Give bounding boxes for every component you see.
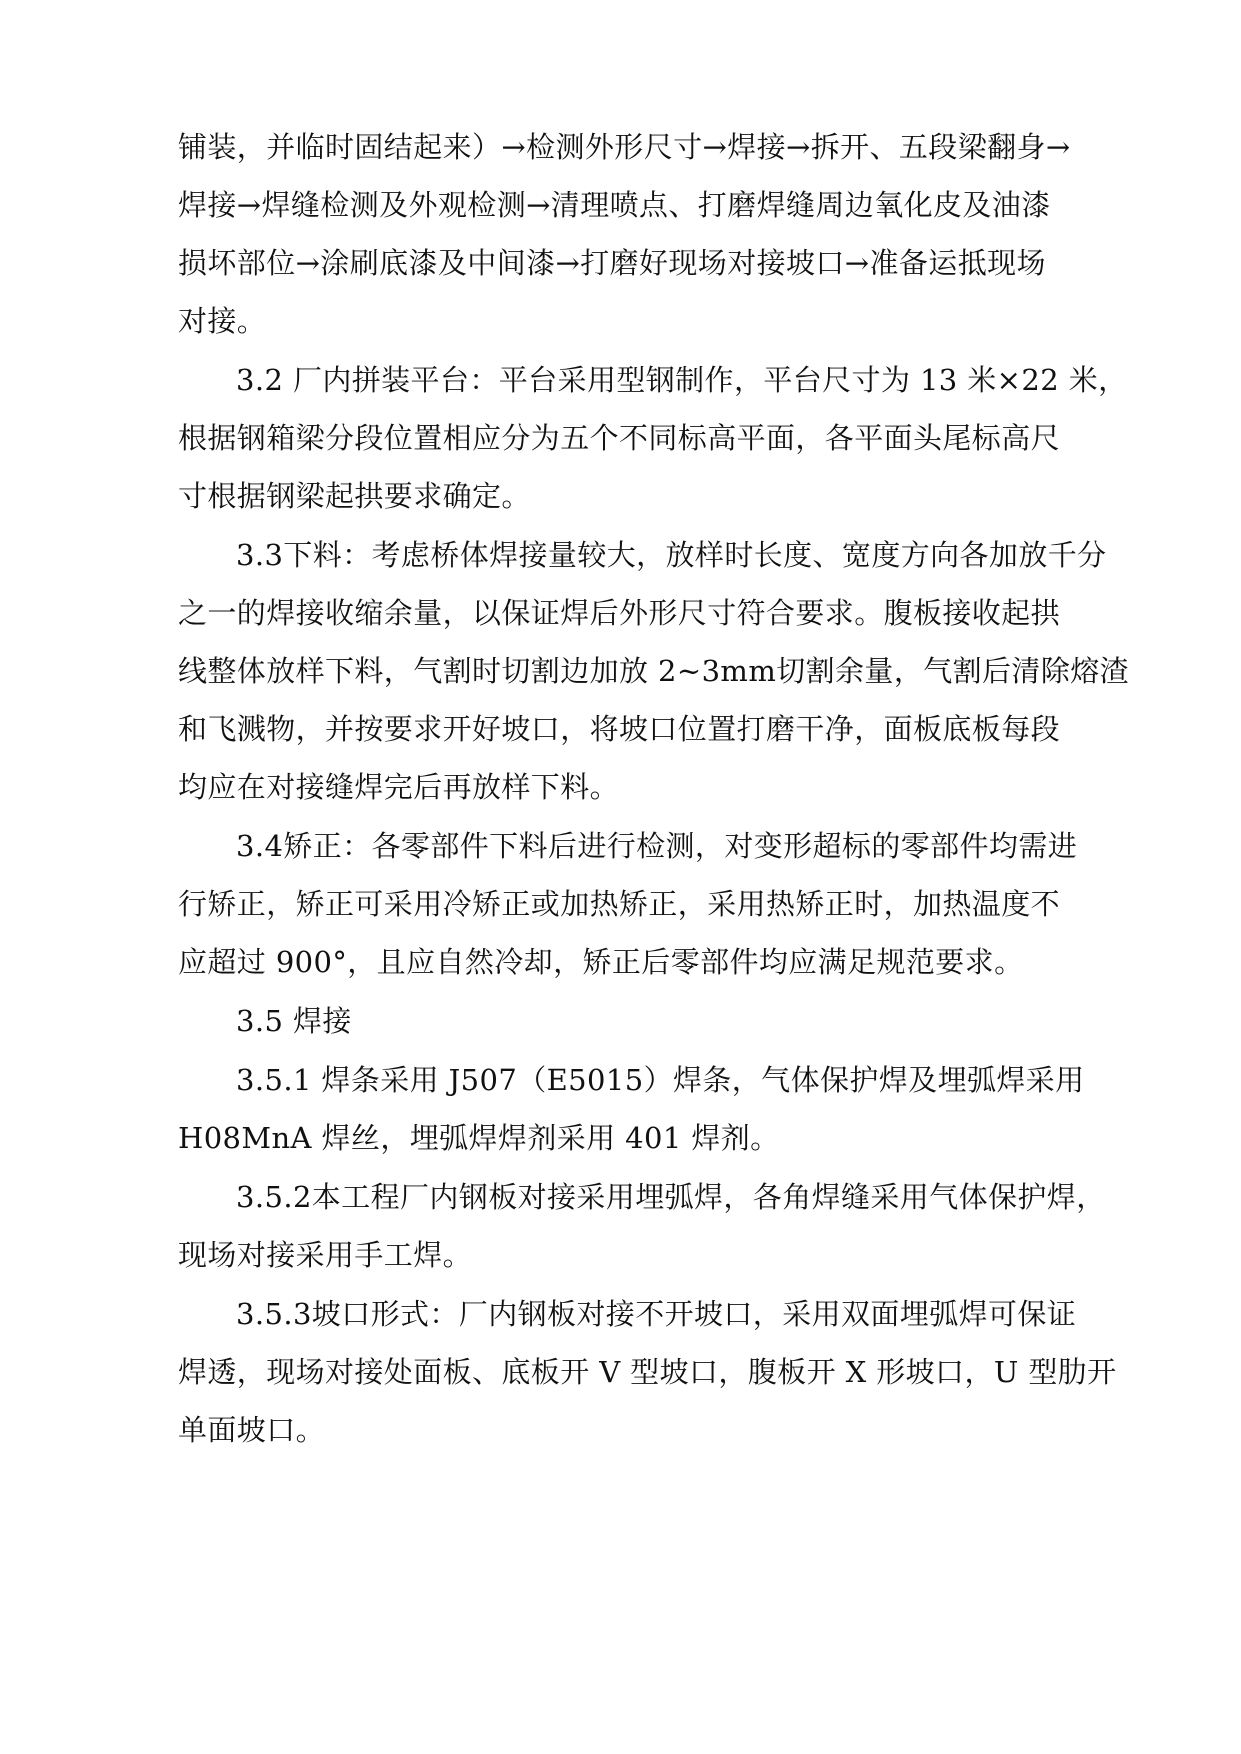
paragraph-3-line-1: 3.3下料：考虑桥体焊接量较大，放样时长度、宽度方向各加放千分 [236, 538, 1107, 572]
paragraph-7-line-2: 现场对接采用手工焊。 [178, 1238, 473, 1272]
paragraph-4-line-2: 行矫正，矫正可采用冷矫正或加热矫正，采用热矫正时，加热温度不 [178, 887, 1061, 921]
paragraph-1-line-3: 损坏部位→涂刷底漆及中间漆→打磨好现场对接坡口→准备运抵现场 [178, 246, 1046, 280]
paragraph-2-line-3: 寸根据钢梁起拱要求确定。 [178, 479, 531, 513]
paragraph-6-line-1: 3.5.1 焊条采用 J507（E5015）焊条，气体保护焊及埋弧焊采用 [236, 1063, 1085, 1097]
paragraph-1-line-2: 焊接→焊缝检测及外观检测→清理喷点、打磨焊缝周边氧化皮及油漆 [178, 188, 1051, 222]
paragraph-4-line-3: 应超过 900°，且应自然冷却，矫正后零部件均应满足规范要求。 [178, 945, 1024, 979]
paragraph-2-line-1: 3.2 厂内拼装平台：平台采用型钢制作，平台尺寸为 13 米×22 米， [236, 363, 1128, 397]
paragraph-8-line-3: 单面坡口。 [178, 1413, 326, 1447]
paragraph-2-line-2: 根据钢箱梁分段位置相应分为五个不同标高平面，各平面头尾标高尺 [178, 421, 1061, 455]
paragraph-1-line-4: 对接。 [178, 304, 267, 338]
paragraph-8-line-2: 焊透，现场对接处面板、底板开 V 型坡口，腹板开 X 形坡口，U 型肋开 [178, 1355, 1117, 1389]
paragraph-1-line-1: 铺装，并临时固结起来）→检测外形尺寸→焊接→拆开、五段梁翻身→ [178, 130, 1071, 164]
paragraph-3-line-3: 线整体放样下料，气割时切割边加放 2~3mm切割余量，气割后清除熔渣 [178, 654, 1130, 688]
paragraph-6-line-2: H08MnA 焊丝，埋弧焊焊剂采用 401 焊剂。 [178, 1121, 780, 1155]
paragraph-3-line-5: 均应在对接缝焊完后再放样下料。 [178, 770, 620, 804]
paragraph-8-line-1: 3.5.3坡口形式：厂内钢板对接不开坡口，采用双面埋弧焊可保证 [236, 1297, 1077, 1331]
paragraph-3-line-2: 之一的焊接收缩余量，以保证焊后外形尺寸符合要求。腹板接收起拱 [178, 596, 1061, 630]
paragraph-7-line-1: 3.5.2本工程厂内钢板对接采用埋弧焊，各角焊缝采用气体保护焊， [236, 1180, 1106, 1214]
paragraph-4-line-1: 3.4矫正：各零部件下料后进行检测，对变形超标的零部件均需进 [236, 829, 1078, 863]
section-heading-3-5: 3.5 焊接 [236, 1004, 352, 1038]
paragraph-3-line-4: 和飞溅物，并按要求开好坡口，将坡口位置打磨干净，面板底板每段 [178, 712, 1061, 746]
